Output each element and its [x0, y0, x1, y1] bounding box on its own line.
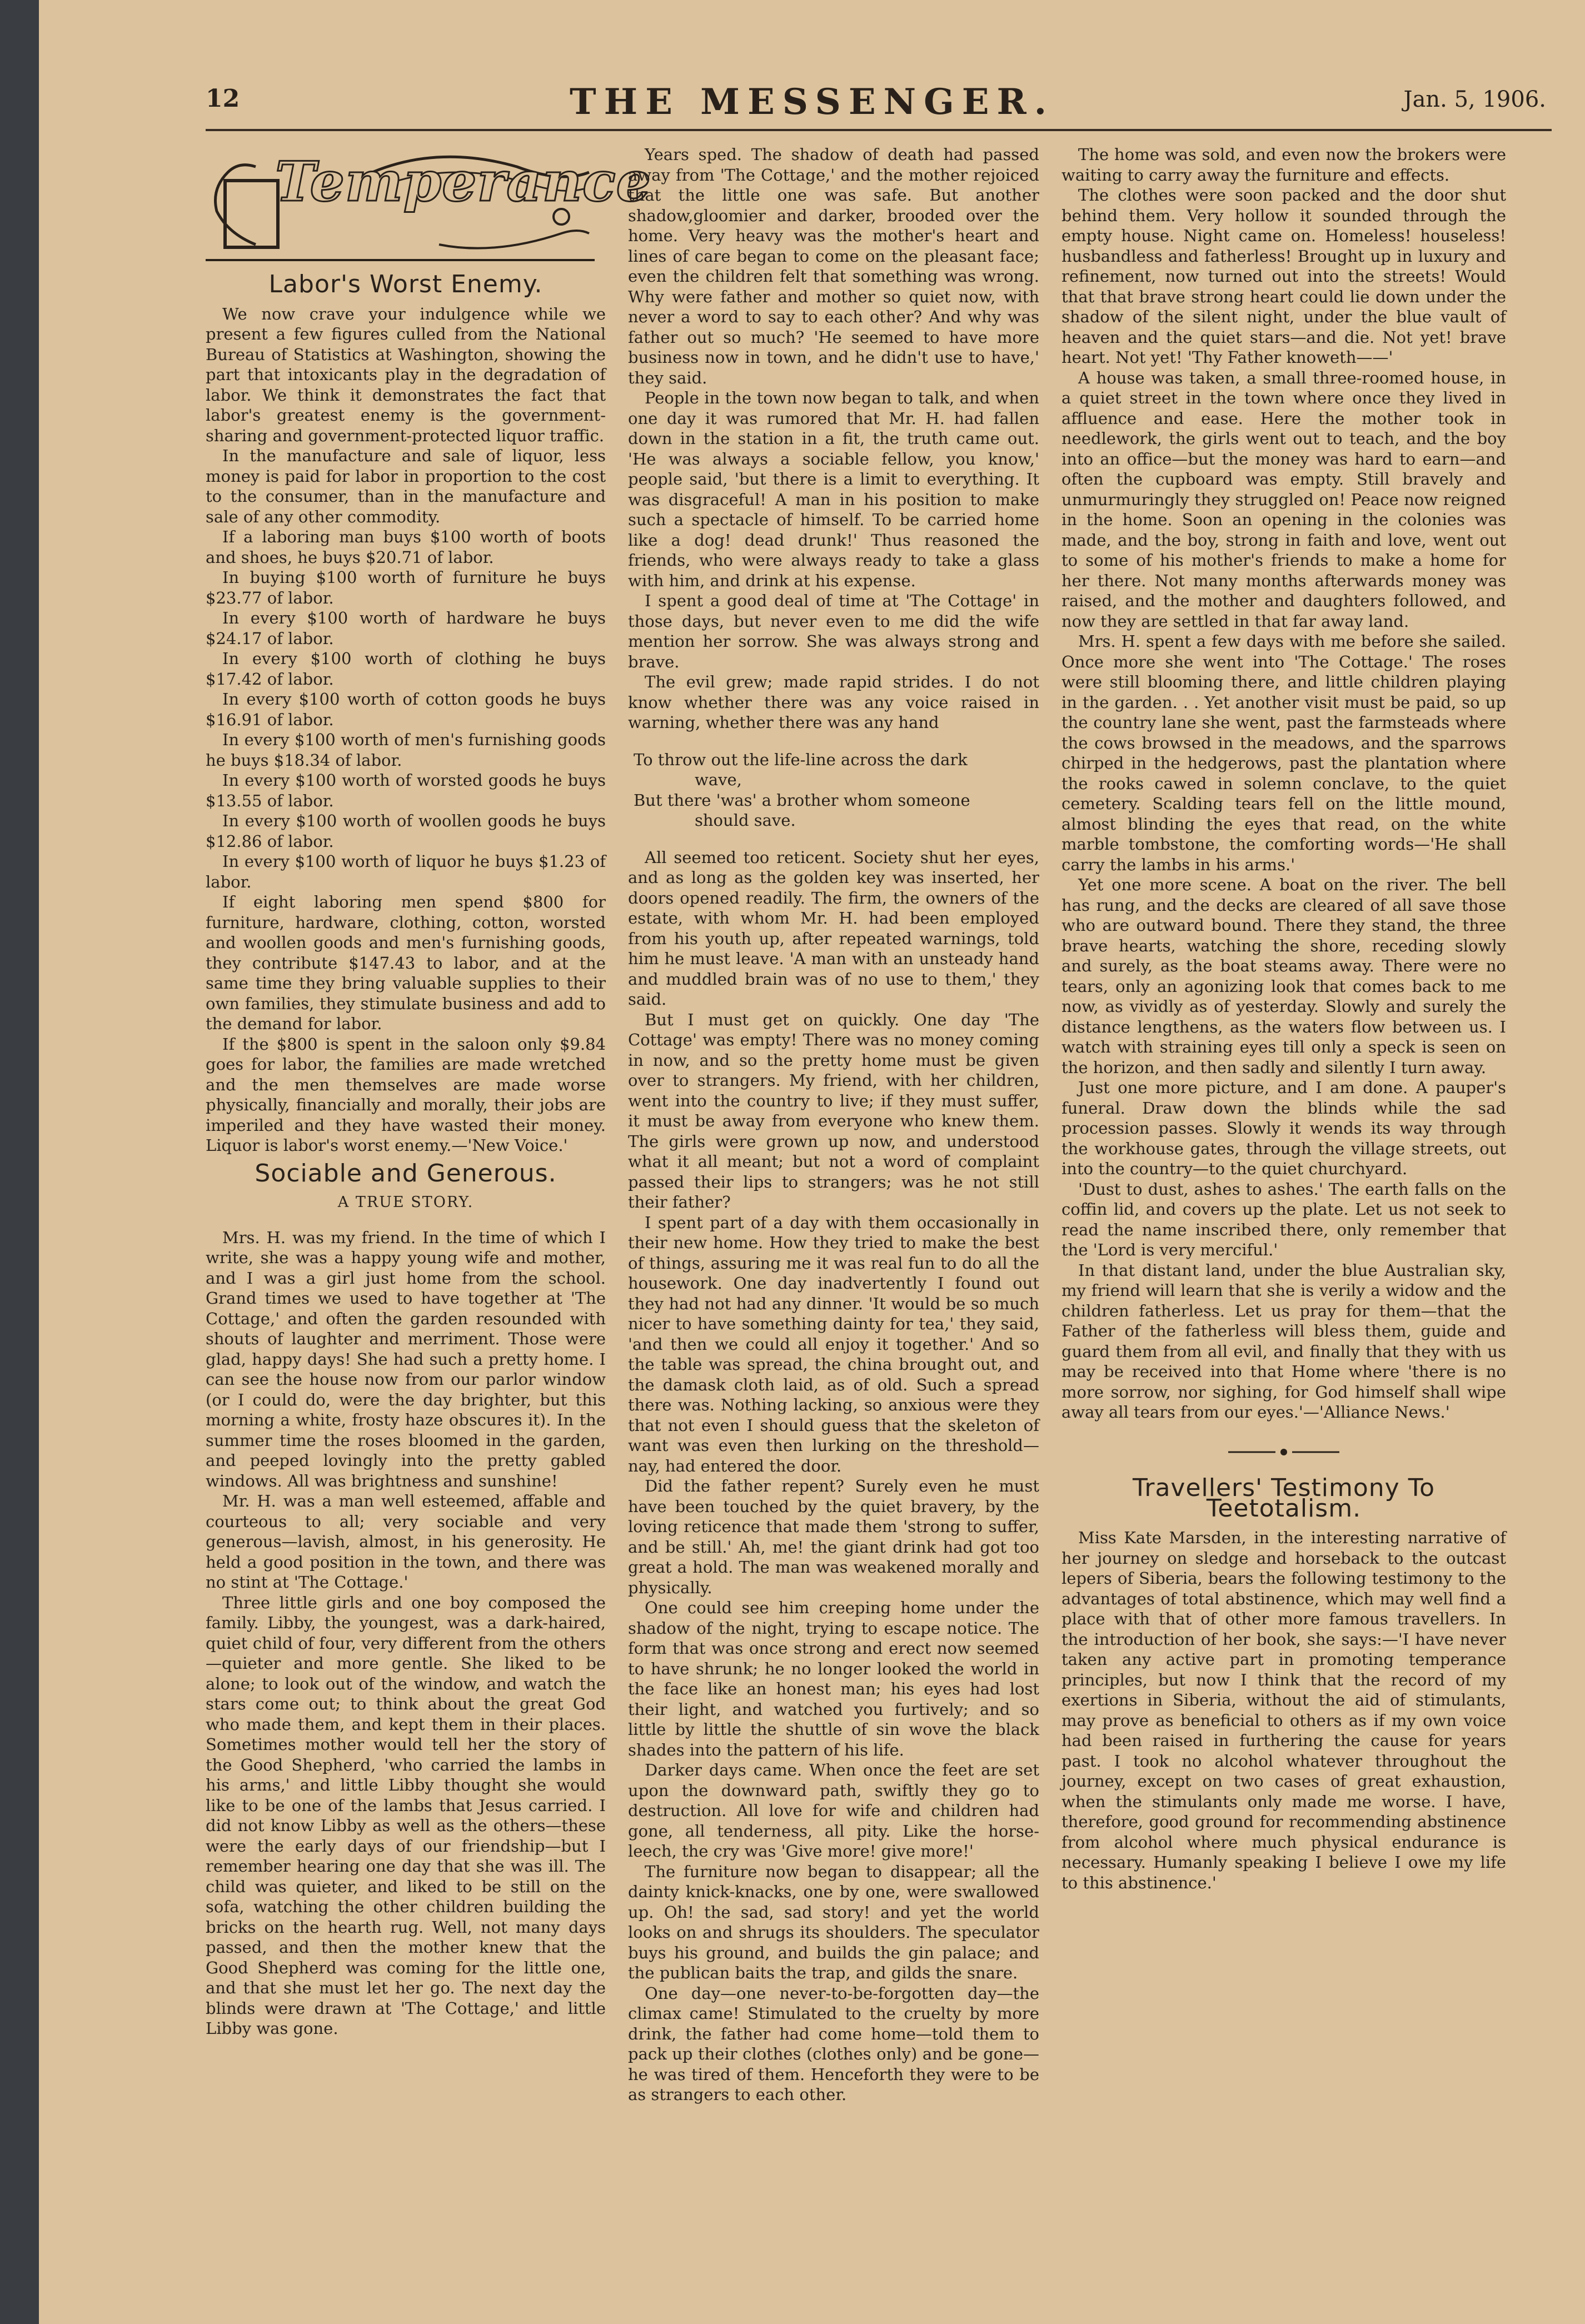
paragraph: In every $100 worth of cotton goods he buys $16.91 of labor. — [206, 690, 606, 729]
paragraph: In every $100 worth of worsted goods he buys $13.55 of labor. — [206, 771, 606, 810]
paragraph: 'Dust to dust, ashes to ashes.' The earth falls on the coffin lid, and covers up the plate. Let us not seek to read the name inscribed there, only remember that the 'Lord is very merciful.' — [1061, 1179, 1506, 1259]
paragraph: In every $100 worth of clothing he buys $17.42 of labor. — [206, 649, 606, 689]
paragraph: Three little girls and one boy composed the family. Libby, the youngest, was a dark-haired, quiet child of four, very different from the others—quieter and more gentle. She liked to be alone; to look out of the window, and watch the stars come out; to think about the great God who made them, and kept them in their places. Sometimes mother would tell her the story of the Good Shepherd, 'who carried the lambs in his arms,' and little Libby thought she would like to be one of the lambs that Jesus carried. I did not know Libby as well as the others—these were the early days of our friendship—but I remember hearing one day that she was ill. The child was quieter, and liked to be still on the sofa, watching the other children building the bricks on the hearth rug. Well, not many days passed, and then the mother knew that the Good Shepherd was coming for the little one, and that she must let her go. The next day the blinds were drawn at 'The Cottage,' and little Libby was gone. — [206, 1593, 606, 2038]
paragraph: People in the town now began to talk, and when one day it was rumored that Mr. H. had fallen down in the station in a fit, the truth came out. 'He was always a sociable fellow, you know,' people said, 'but there is a limit to everything. It was disgraceful! A man in his position to make such a spectacle of himself. To be carried home like a dog! dead drunk!' Thus reasoned the friends, who were always ready to take a glass with him, and drink at his expense. — [628, 388, 1039, 590]
column-1 — [206, 144, 652, 2039]
verse-line: should save. — [695, 811, 796, 830]
paragraph: In that distant land, under the blue Australian sky, my friend will learn that she is verily a widow and the children fatherless. Let us pray for them—that the Father of the fatherless will bless them, guide and guard them from all evil, and finally that they with us may be received into that Home where 'there is no more sorrow, nor sighing, for God himself shall wipe away all tears from our eyes.'—'Alliance News.' — [1061, 1260, 1506, 1422]
paragraph: One could see him creeping home under the shadow of the night, trying to escape notice. The form that was once strong and erect now seemed to have shrunk; he no longer looked the world in the face like an honest man; his eyes had lost their light, and watched you furtively; and so little by little the shuttle of sin wove the black shades into the pattern of his life. — [628, 1598, 1039, 1759]
masthead — [39, 81, 1585, 129]
paragraph: In buying $100 worth of furniture he buys $23.77 of labor. — [206, 568, 606, 607]
paragraph: Did the father repent? Surely even he must have been touched by the quiet bravery, by the loving reticence that made them 'strong to suffer, and be still.' Ah, me! the giant drink had got too great a hold. The man was weakened morally and physically. — [628, 1477, 1039, 1597]
paragraph: Miss Kate Marsden, in the interesting narrative of her journey on sledge and horseback to the outcast lepers of Siberia, bears the following testimony to the advantages of total abstinence, which may well find a place with that of other more famous travellers. In the introduction of her book, she says:—'I have never taken any active part in promoting temperance principles, but now I think that the record of my exertions in Siberia, without the aid of stimulants, may prove as beneficial to others as if my own voice had been raised in furthering the cause for years past. I took no alcohol whatever throughout the journey, except on two cases of great exhaustion, when the stimulants only made me worse. I have, therefore, good ground for recommending abstinence from alcohol where much physical endurance is necessary. Humanly speaking I believe I owe my life to this abstinence.' — [1061, 1528, 1506, 1892]
paragraph: If the $800 is spent in the saloon only $9.84 goes for labor, the families are made wretched and the men themselves are made worse physically, financially and morally, their jobs are imperiled and they have wasted their money. Liquor is labor's worst enemy.—'New Voice.' — [206, 1034, 606, 1155]
paragraph: Mrs. H. spent a few days with me before she sailed. Once more she went into 'The Cottage.' The roses were still blooming there, and little children playing in the garden. . . Yet another visit must be paid, so up the country lane she went, past the farmsteads where the cows browsed in the meadows, and the sparrows chirped in the hedgerows, past the plantation where the rooks cawed in solemn conclave, to the quiet cemetery. Scalding tears fell on the little mound, almost blinding the eyes that read, on the white marble tombstone, the comforting words—'He shall carry the lambs in his arms.' — [1061, 632, 1506, 874]
verse-quote — [628, 750, 1039, 831]
paragraph: Mrs. H. was my friend. In the time of which I write, she was a happy young wife and mother, and I was a girl just home from the school. Grand times we used to have together at 'The Cottage,' and often the garden resounded with shouts of laughter and merriment. Those were glad, happy days! She had such a pretty home. I can see the house now from our parlor window (or I could do, were the day brighter, but this morning a white, frosty haze obscures it). In the summer time the roses bloomed in the garden, and peeped lovingly into the pretty gabled windows. All was brightness and sunshine! — [206, 1228, 606, 1490]
paragraph: In every $100 worth of men's furnishing goods he buys $18.34 of labor. — [206, 730, 606, 770]
paragraph: Years sped. The shadow of death had passed away from 'The Cottage,' and the mother rejoiced that the little one was safe. But another shadow,gloomier and darker, brooded over the home. Very heavy was the mother's heart and lines of care began to come on the pleasant face; even the children felt that something was wrong. Why were father and mother so quiet now, with never a word to say to each other? And why was father out so much? 'He seemed to have more business now in town, and he didn't use to have,' they said. — [628, 145, 1039, 387]
newspaper-page — [39, 0, 1585, 2324]
paragraph: In every $100 worth of liquor he buys $1.23 of labor. — [206, 852, 606, 891]
paragraph: Mr. H. was a man well esteemed, affable and courteous to all; very sociable and very generous—lavish, almost, in his generosity. He held a good position in the town, and there was no stint at 'The Cottage.' — [206, 1492, 606, 1592]
paragraph: But I must get on quickly. One day 'The Cottage' was empty! There was no money coming in now, and so the pretty home must be given over to strangers. My friend, with her children, went into the country to live; if they must suffer, it must be away from everyone who knew them. The girls were grown up now, and understood what it all meant; but not a word of complaint passed their lips to strangers; was he not still their father? — [628, 1010, 1039, 1211]
article-title: Labor's Worst Enemy. — [268, 270, 543, 298]
paragraph: All seemed too reticent. Society shut her eyes, and as long as the golden key was inserted, her doors opened readily. The firm, the owners of the estate, with whom Mr. H. had been employed from his youth up, after repeated warnings, told him he must leave. 'A man with an unsteady hand and muddled brain was of no use to them,' they said. — [628, 847, 1039, 1009]
article-body — [206, 1228, 606, 2039]
paragraph: Darker days came. When once the feet are set upon the downward path, swiftly they go to destruction. All love for wife and children had gone, all tenderness, all pity. Like the horse-leech, the cry was 'Give more! give more!' — [628, 1761, 1039, 1861]
column-3 — [1061, 144, 1506, 1893]
article-title: Sociable and Generous. — [255, 1159, 557, 1188]
article-title-line-2: Teetotalism. — [1206, 1494, 1362, 1523]
paragraph: The clothes were soon packed and the door shut behind them. Very hollow it sounded through the empty house. Night came on. Homeless! houseless! husbandless and fatherless! Brought up in luxury and refinement, now turned out into the streets! Would that that brave strong heart could lie down under the shadow of the silent night, under the blue vault of heaven and the quiet stars—and die. Not yet! brave heart. Not yet! 'Thy Father knoweth——' — [1061, 186, 1506, 367]
verse-line: wave, — [695, 770, 742, 789]
article-title: Travellers' Testimony To — [1132, 1474, 1436, 1502]
section-divider — [1061, 1443, 1506, 1463]
article-body — [206, 304, 606, 1156]
paper-title: THE MESSENGER. — [570, 81, 1054, 123]
verse-line: To throw out the life-line across the dark — [634, 750, 968, 769]
temperance-logo — [206, 150, 652, 261]
paragraph: I spent a good deal of time at 'The Cottage' in those days, but never even to me did the wife mention her sorrow. She was always strong and brave. — [628, 591, 1039, 671]
paragraph: In every $100 worth of woollen goods he buys $12.86 of labor. — [206, 811, 606, 851]
paragraph: Yet one more scene. A boat on the river. The bell has rung, and the decks are cleared of all save those who are outward bound. There they stand, the three brave hearts, watching the shore, receding slowly and surely, as the boat steams away. There were no tears, only an agonizing look that comes back to me now, as vividly as of yesterday. Slowly and surely the distance lengthens, as the waters flow between us. I watch with straining eyes till only a speck is seen on the horizon, and then sadly and silently I turn away. — [1061, 875, 1506, 1077]
paragraph: In every $100 worth of hardware he buys $24.17 of labor. — [206, 609, 606, 648]
verse-line: But there 'was' a brother whom someone — [634, 790, 970, 810]
paragraph: If a laboring man buys $100 worth of boots and shoes, he buys $20.71 of labor. — [206, 527, 606, 567]
paragraph: In the manufacture and sale of liquor, less money is paid for labor in proportion to the cost to the consumer, than in the manufacture and sale of any other commodity. — [206, 446, 606, 526]
paragraph: One day—one never-to-be-forgotten day—the climax came! Stimulated to the cruelty by more drink, the father had come home—told them to pack up their clothes (clothes only) and be gone—he was tired of them. Henceforth they were to be as strangers to each other. — [628, 1983, 1039, 2104]
column-2 — [628, 144, 1039, 2105]
paragraph: A house was taken, a small three-roomed house, in a quiet street in the town where once they lived in affluence and ease. Here the mother took in needlework, the girls went out to teach, and the boy into an office—but the money was hard to earn—and often the cupboard was empty. Still bravely and unmurmuringly they struggled on! Peace now reigned in the home. Soon an opening in the colonies was made, and the boy, strong in faith and love, went out to some of his mother's friends to make a home for her there. Not many months afterwards money was raised, and the mother and daughters followed, and now they are settled in that far away land. — [1061, 368, 1506, 631]
issue-date: Jan. 5, 1906. — [1403, 87, 1546, 112]
masthead-rule — [206, 129, 1552, 131]
page-number: 12 — [206, 84, 240, 113]
logo-rule — [206, 259, 595, 261]
paragraph: We now crave your indulgence while we present a few figures culled from the National Bureau of Statistics at Washington, showing the part that intoxicants play in the degradation of labor. We think it demonstrates the fact that labor's greatest enemy is the government-sharing and government-protected liquor traffic. — [206, 304, 606, 445]
article-subtitle: A TRUE STORY. — [337, 1194, 474, 1211]
paragraph: Just one more picture, and I am done. A pauper's funeral. Draw down the blinds while the sad procession passes. Slowly it wends its way through the workhouse gates, through the village streets, out into the country—to the quiet churchyard. — [1061, 1078, 1506, 1178]
paragraph: The evil grew; made rapid strides. I do not know whether there was any voice raised in warning, whether there was any hand — [628, 672, 1039, 732]
divider-ornament-icon — [1228, 1447, 1339, 1458]
paragraph: The furniture now began to disappear; all the dainty knick-knacks, one by one, were swallowed up. Oh! the sad, sad story! and yet the world looks on and shrugs its shoulders. The speculator buys his ground, and builds the gin palace; and the publican baits the trap, and gilds the snare. — [628, 1862, 1039, 1982]
paragraph: If eight laboring men spend $800 for furniture, hardware, clothing, cotton, worsted and woollen goods and men's furnishing goods, they contribute $147.43 to labor, and at the same time they bring valuable supplies to their own families, they stimulate business and add to the demand for labor. — [206, 892, 606, 1033]
paragraph: The home was sold, and even now the brokers were waiting to carry away the furniture and effects. — [1061, 145, 1506, 184]
paragraph: I spent part of a day with them occasionally in their new home. How they tried to make the best of things, assuring me it was real fun to do all the housework. One day inadvertently I found out they had not had any dinner. 'It would be so much nicer to have something dainty for tea,' they said, 'and then we could all enjoy it together.' And so the table was spread, the china brought out, and the damask cloth laid, as of old. Such a spread there was. Nothing lacking, so anxious were they that not even I should guess that the skeleton of want was even then lurking on the threshold—nay, had entered the door. — [628, 1213, 1039, 1475]
section-logo-text: Temperance — [275, 150, 652, 214]
